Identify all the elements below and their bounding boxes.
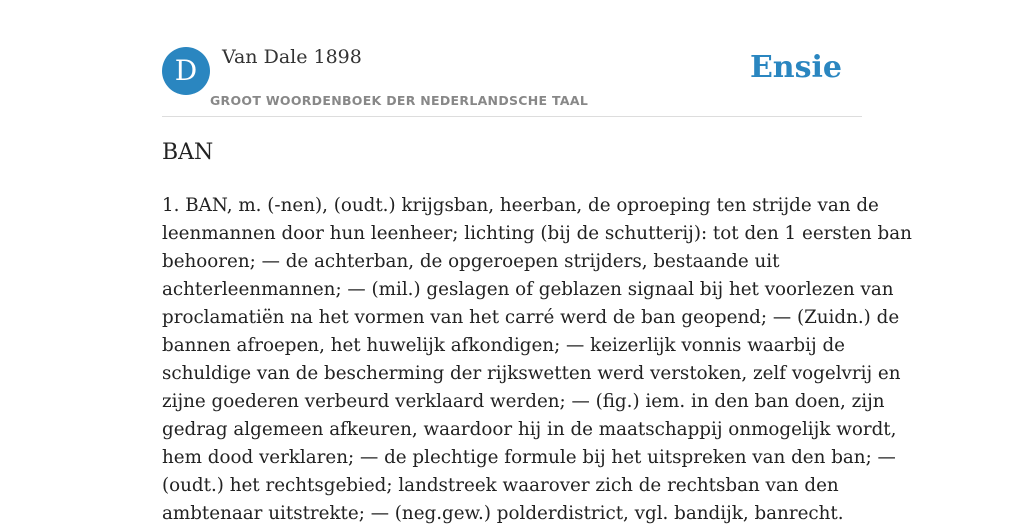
definition-line: bannen afroepen, het huwelijk afkondigen; — keizerlijk vonnis waarbij de [162,335,845,356]
definition-line: proclamatiën na het vormen van het carré werd de ban geopend; — (Zuidn.) de [162,307,900,328]
definition-line: achterleenmannen; — (mil.) geslagen of geblazen signaal bij het voorlezen van [162,279,894,300]
source-logo-icon[interactable]: D [162,47,210,95]
definition-line: leenmannen door hun leenheer; lichting (bij de schutterij): tot den 1 eersten ban [162,223,912,244]
definition-line: 1. BAN, m. (-nen), (oudt.) krijgsban, heerban, de oproeping ten strijde van de [162,195,879,216]
source-title[interactable]: Van Dale 1898 [222,46,362,68]
definition-line: gedrag algemeen afkeuren, waardoor hij in de maatschappij onmogelijk wordt, [162,419,897,440]
definition-line: behooren; — de achterban, de opgeroepen strijders, bestaande uit [162,251,780,272]
source-subtitle: GROOT WOORDENBOEK DER NEDERLANDSCHE TAAL [210,93,589,108]
definition-line: zijne goederen verbeurd verklaard werden; — (fig.) iem. in den ban doen, zijn [162,391,885,412]
definition-line: schuldige van de bescherming der rijkswetten werd verstoken, zelf vogelvrij en [162,363,901,384]
definition-line: ambtenaar uitstrekte; — (neg.gew.) polderdistrict, vgl. bandijk, banrecht. [162,503,844,524]
brand-logo[interactable]: Ensie [749,50,842,85]
definition-line: (oudt.) het rechtsgebied; landstreek waarover zich de rechtsban van den [162,475,839,496]
definition-line: hem dood verklaren; — de plechtige formule bij het uitspreken van den ban; — [162,447,896,468]
source-header [162,0,862,117]
entry-headword: BAN [162,140,214,165]
entry-definition [162,192,912,528]
